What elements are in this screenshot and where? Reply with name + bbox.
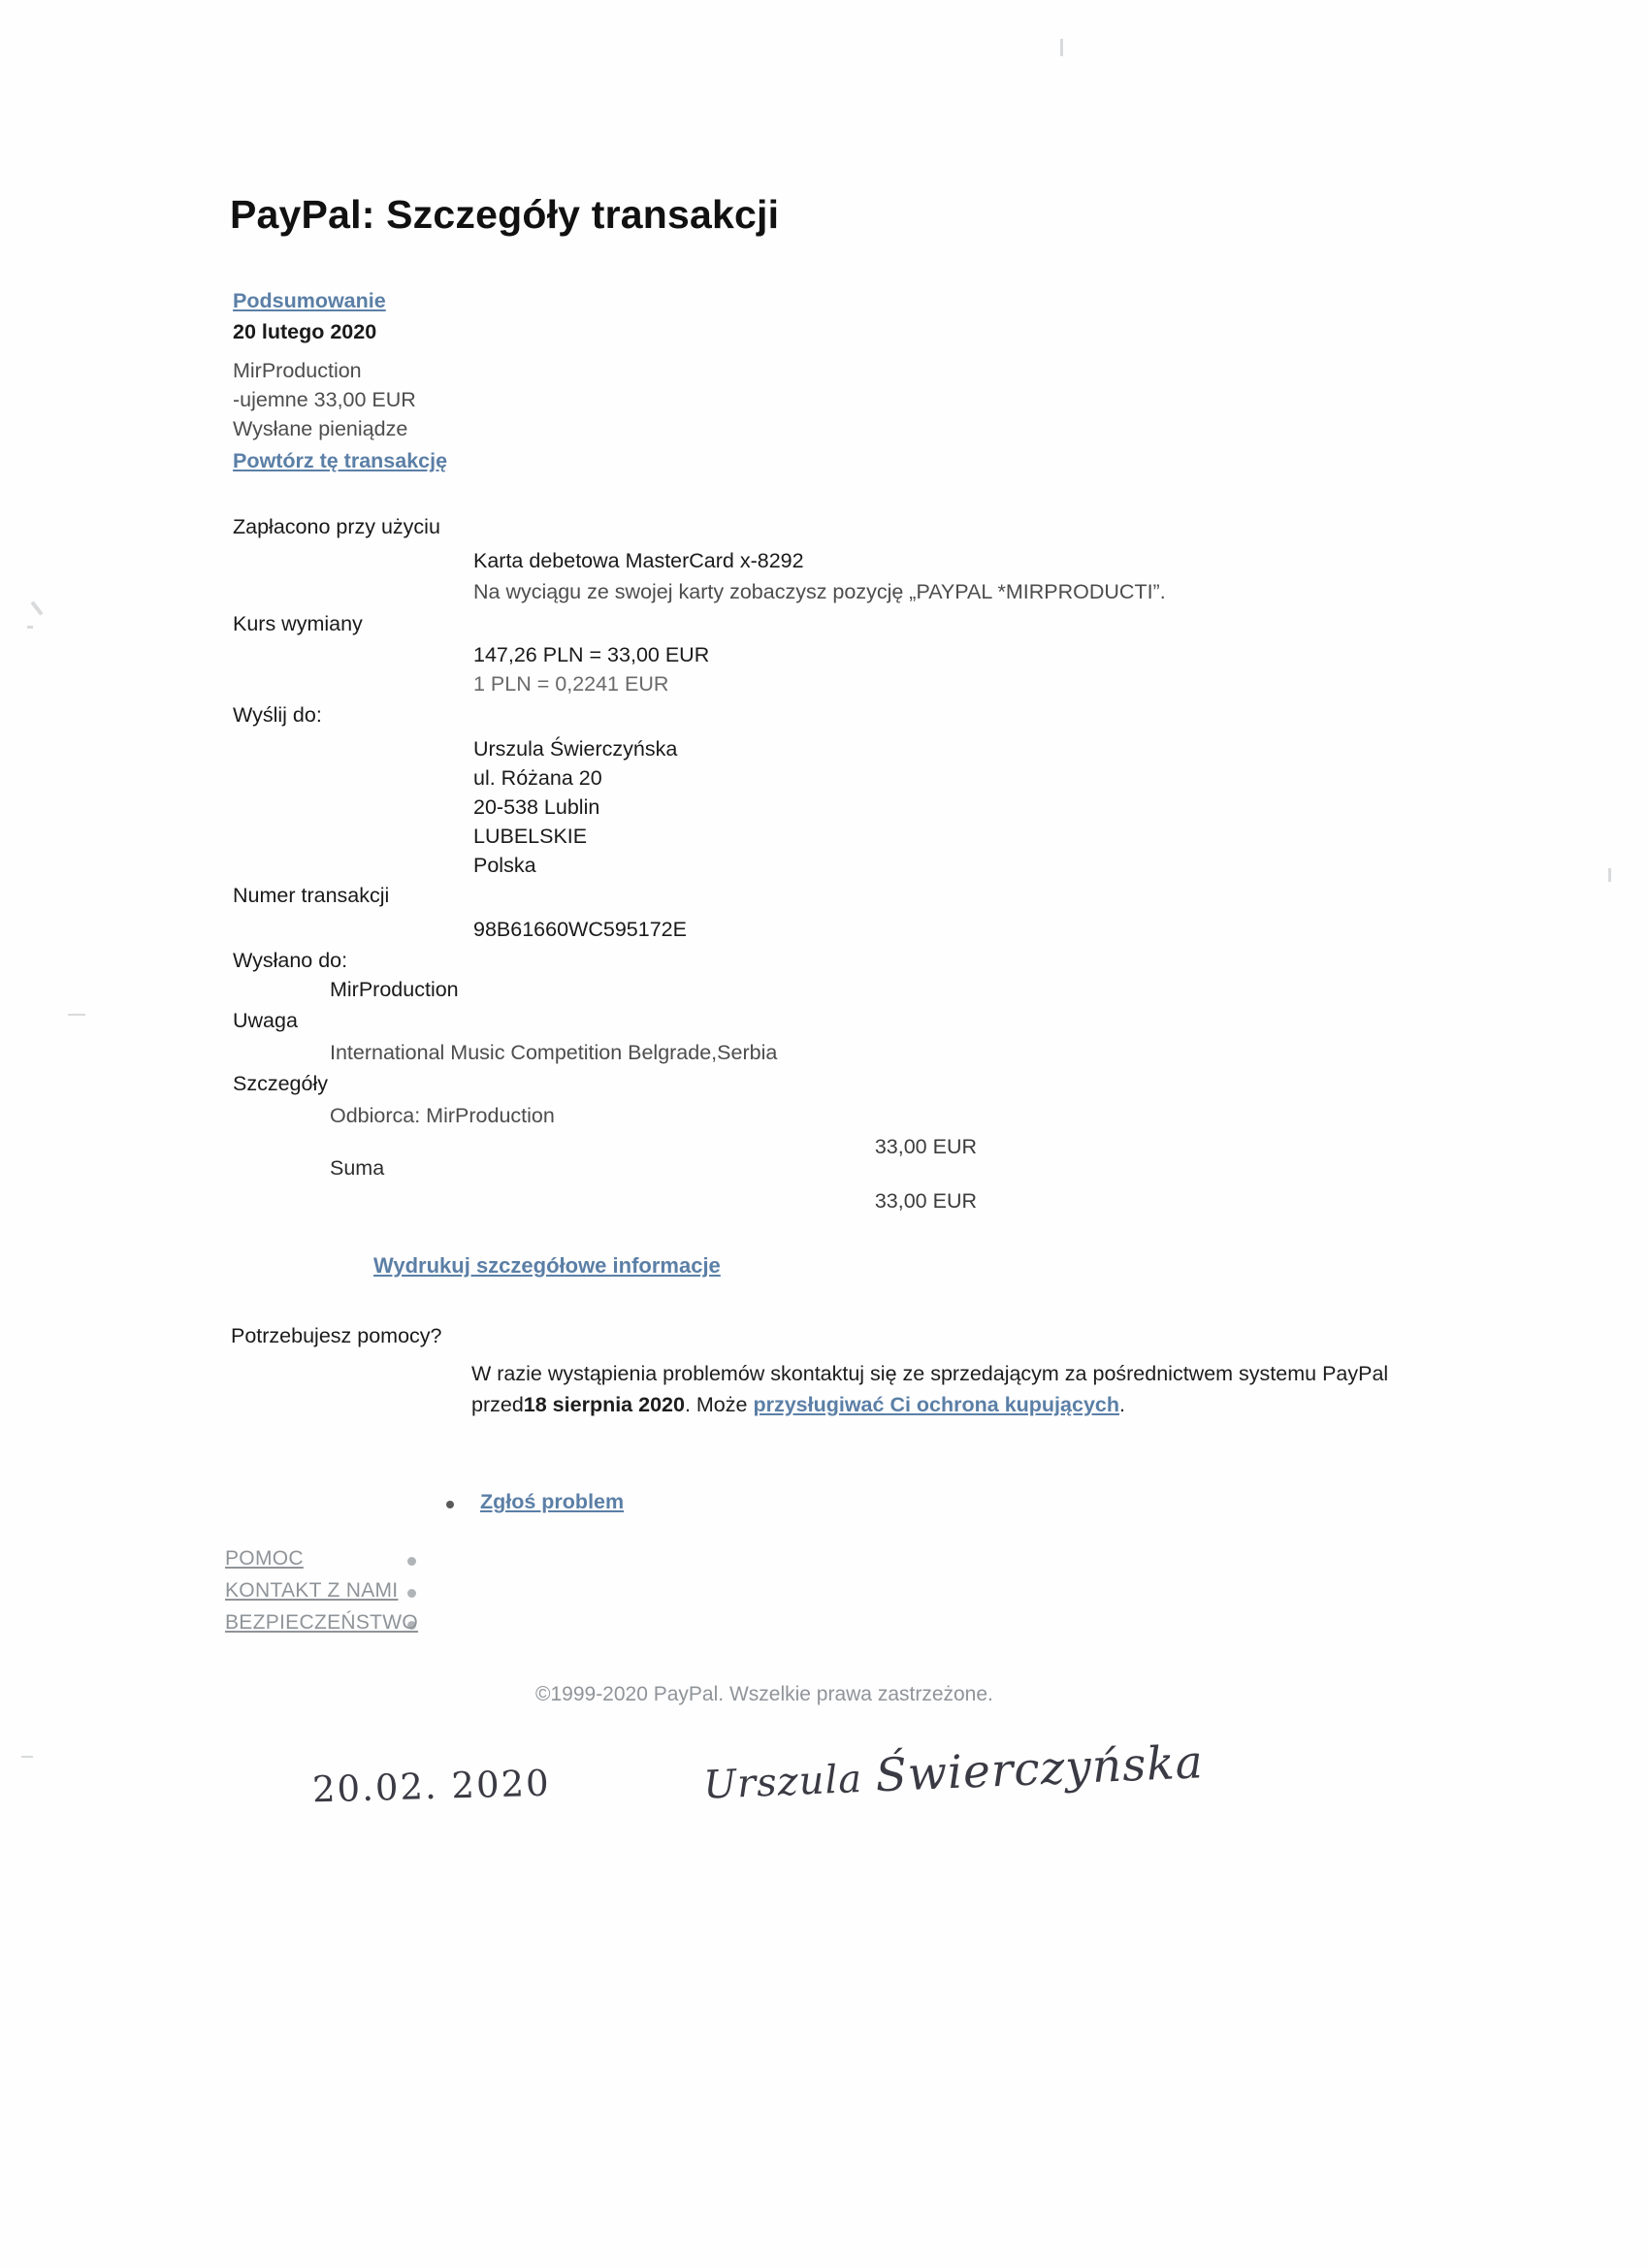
bullet-icon xyxy=(446,1501,454,1508)
scan-artifact xyxy=(1608,868,1611,882)
print-details-link[interactable]: Wydrukuj szczegółowe informacje xyxy=(373,1253,721,1278)
exchange-rate-value-secondary: 1 PLN = 0,2241 EUR xyxy=(473,672,669,696)
ship-to-line-3: 20-538 Lublin xyxy=(473,795,600,819)
handwritten-signature-first: Urszula xyxy=(702,1756,863,1808)
details-label: Szczegóły xyxy=(233,1072,328,1095)
summary-link[interactable]: Podsumowanie xyxy=(233,289,386,312)
scan-artifact xyxy=(68,1014,85,1016)
sent-to-label: Wysłano do: xyxy=(233,949,348,972)
ship-to-label: Wyślij do: xyxy=(233,703,322,727)
scan-artifact xyxy=(27,626,33,629)
help-deadline: 18 sierpnia 2020 xyxy=(523,1393,685,1416)
transaction-date: 20 lutego 2020 xyxy=(233,320,377,343)
ship-to-line-4: LUBELSKIE xyxy=(473,825,588,848)
help-question: Potrzebujesz pomocy? xyxy=(231,1324,442,1347)
details-amount: 33,00 EUR xyxy=(874,1135,977,1158)
details-value: Odbiorca: MirProduction xyxy=(330,1104,555,1127)
handwritten-signature xyxy=(702,1735,1205,1810)
sent-to-value: MirProduction xyxy=(330,978,459,1001)
transaction-amount-line: -ujemne 33,00 EUR xyxy=(233,388,416,411)
footer-link-contact[interactable]: KONTAKT Z NAMI xyxy=(225,1579,399,1602)
scan-artifact xyxy=(1060,39,1063,56)
exchange-rate-value-primary: 147,26 PLN = 33,00 EUR xyxy=(473,643,710,666)
footer-link-list xyxy=(225,1547,418,1643)
transaction-number-label: Numer transakcji xyxy=(233,884,390,907)
handwritten-date: 20.02. 2020 xyxy=(311,1762,552,1811)
footer-link-security[interactable]: BEZPIECZEŃSTWO xyxy=(225,1611,419,1634)
scan-artifact xyxy=(21,1756,33,1758)
help-text-part2: . Może xyxy=(684,1393,754,1416)
copyright-text: ©1999-2020 PayPal. Wszelkie prawa zastrzeżone. xyxy=(535,1683,993,1705)
transaction-number-value: 98B61660WC595172E xyxy=(473,918,687,941)
footer-link-help[interactable]: POMOC xyxy=(225,1547,304,1570)
handwritten-signature-last: Świerczyńska xyxy=(874,1735,1205,1803)
help-text-part1: W razie wystąpienia problemów skontaktuj się ze sprzedającym za pośrednictwem systemu PayPal przed xyxy=(471,1362,1389,1416)
paid-with-label: Zapłacono przy użyciu xyxy=(233,515,440,538)
exchange-rate-label: Kurs wymiany xyxy=(233,612,363,635)
total-amount: 33,00 EUR xyxy=(874,1189,977,1213)
ship-to-line-2: ul. Różana 20 xyxy=(473,766,602,790)
ship-to-line-5: Polska xyxy=(473,854,536,877)
transaction-status: Wysłane pieniądze xyxy=(233,417,408,440)
help-text-end: . xyxy=(1119,1393,1125,1416)
buyer-protection-link[interactable]: przysługiwać Ci ochrona kupujących xyxy=(753,1393,1119,1416)
repeat-transaction-link[interactable]: Powtórz tę transakcję xyxy=(233,449,448,472)
report-problem-link[interactable]: Zgłoś problem xyxy=(480,1490,625,1513)
merchant-name: MirProduction xyxy=(233,359,362,382)
scan-artifact xyxy=(30,600,43,615)
ship-to-line-1: Urszula Świerczyńska xyxy=(473,737,678,761)
page-title: PayPal: Szczegóły transakcji xyxy=(230,192,780,237)
total-label: Suma xyxy=(330,1156,385,1180)
note-value: International Music Competition Belgrade,Serbia xyxy=(330,1041,778,1064)
help-text xyxy=(471,1358,1441,1420)
note-label: Uwaga xyxy=(233,1009,298,1032)
paid-with-value: Karta debetowa MasterCard x-8292 xyxy=(473,549,804,572)
statement-note: Na wyciągu ze swojej karty zobaczysz pozycję „PAYPAL *MIRPRODUCTI”. xyxy=(473,580,1166,603)
